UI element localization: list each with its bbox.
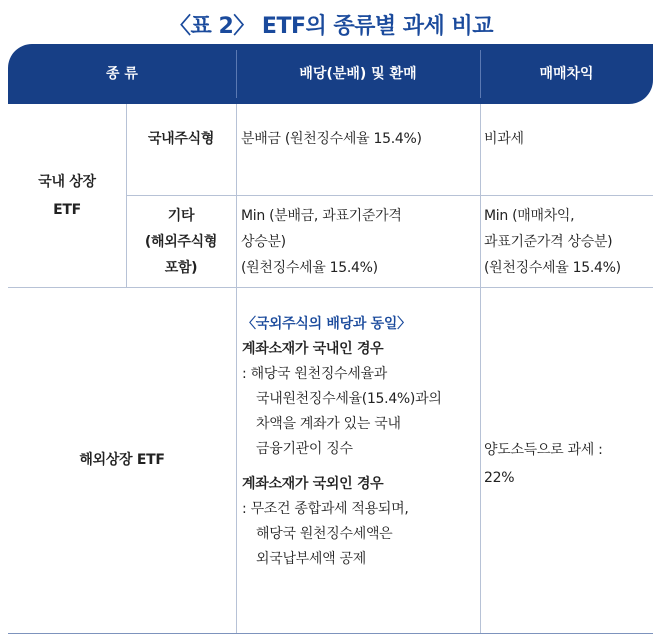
case2-line: 해당국 원천징수세액은 <box>256 526 393 542</box>
dividend-other: Min (분배금, 과표기준가격 상승분) (원천징수세율 15.4%) <box>241 208 402 276</box>
row-divider <box>8 287 653 288</box>
col-divider <box>480 104 481 633</box>
domestic-group-label: 국내 상장 ETF <box>38 174 96 218</box>
case1-line: 국내원천징수세율(15.4%)과의 <box>256 391 442 407</box>
case1-line: : 해당국 원천징수세율과 <box>242 366 387 382</box>
table-title: 〈표 2〉 ETF의 종류별 과세 비교 <box>169 14 493 39</box>
overseas-heading: 〈국외주식의 배당과 동일〉 <box>242 316 411 332</box>
table-bottom-rule <box>8 633 653 634</box>
row-divider <box>126 195 653 196</box>
overseas-dividend <box>242 312 478 572</box>
overseas-label: 해외상장 ETF <box>79 452 165 468</box>
case2-title: 계좌소재가 국외인 경우 <box>242 476 384 492</box>
case1-title: 계좌소재가 국내인 경우 <box>242 341 384 357</box>
type-other: 기타 (해외주식형 포함) <box>144 208 218 276</box>
header-divider <box>480 50 481 98</box>
dividend-domestic-equity: 분배금 (원천징수세율 15.4%) <box>241 131 422 147</box>
header-trade: 매매차익 <box>539 66 594 82</box>
case1-line: 금융기관이 징수 <box>256 441 353 457</box>
col-divider <box>236 104 237 633</box>
header-divider <box>236 50 237 98</box>
type-domestic-equity: 국내주식형 <box>147 131 215 147</box>
header-type: 종 류 <box>106 66 138 82</box>
case2-line: : 무조건 종합과세 적용되며, <box>242 501 409 517</box>
trade-other: Min (매매차익, 과표기준가격 상승분) (원천징수세율 15.4%) <box>484 208 621 276</box>
case1-line: 차액을 계좌가 있는 국내 <box>256 416 401 432</box>
case2-line: 외국납부세액 공제 <box>256 551 366 567</box>
trade-domestic-equity: 비과세 <box>484 131 524 147</box>
overseas-trade: 양도소득으로 과세 : 22% <box>484 442 603 486</box>
header-dividend: 배당(분배) 및 환매 <box>299 66 417 82</box>
